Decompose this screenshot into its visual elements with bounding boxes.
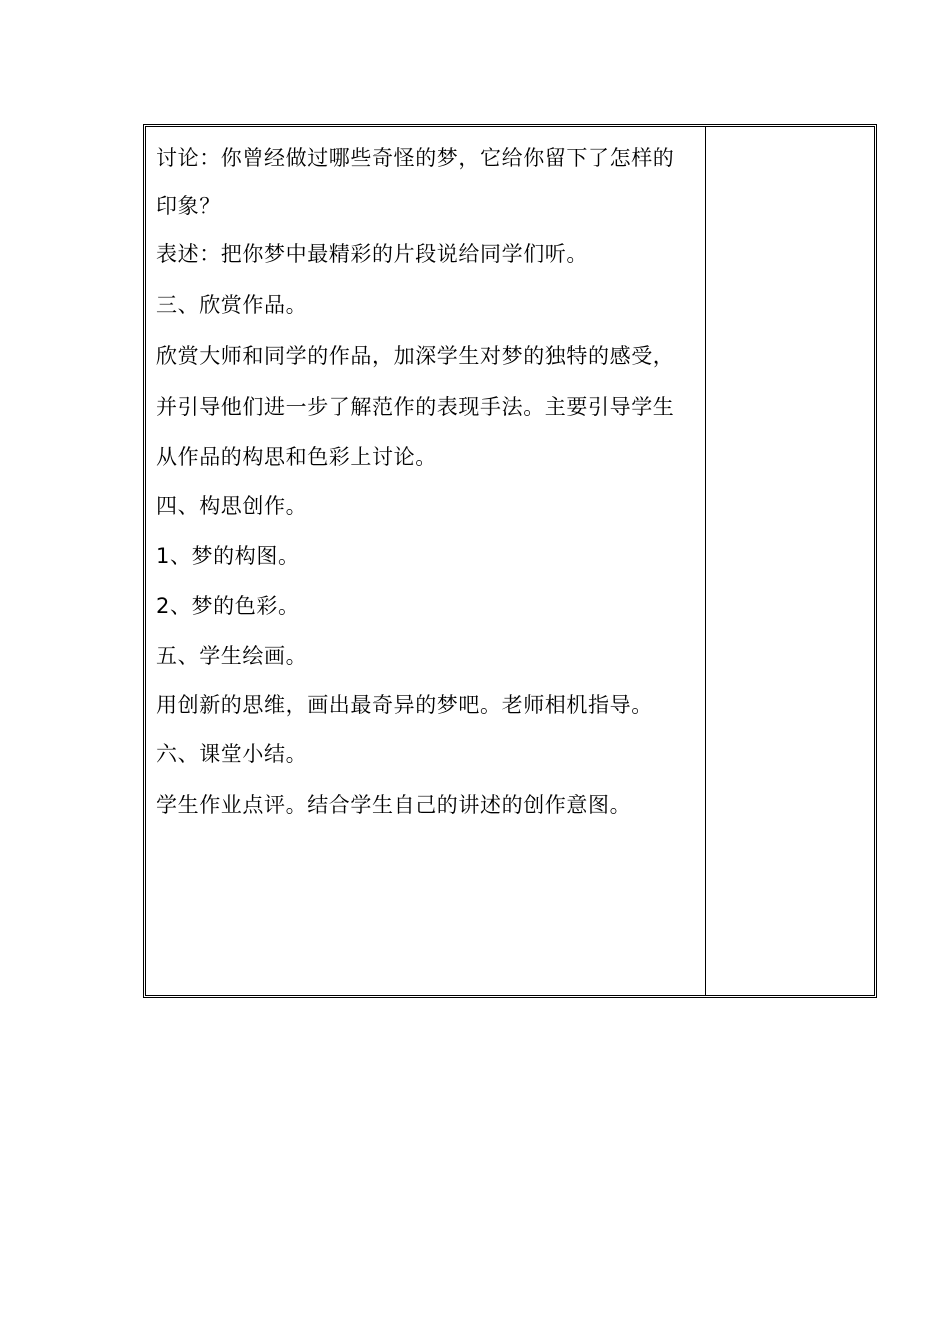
lesson-plan-table <box>143 124 877 998</box>
create-item-color: 2、梦的色彩。 <box>156 594 300 618</box>
summary-paragraph-line: 学生作业点评。结合学生自己的讲述的创作意图。 <box>156 793 632 817</box>
lesson-content-cell <box>146 127 706 995</box>
section-heading-appreciate: 三、欣赏作品。 <box>156 293 308 317</box>
appreciate-paragraph-line: 欣赏大师和同学的作品，加深学生对梦的独特的感受， <box>156 344 675 368</box>
appreciate-paragraph-line: 从作品的构思和色彩上讨论。 <box>156 445 437 469</box>
section-heading-summary: 六、课堂小结。 <box>156 742 308 766</box>
create-item-composition: 1、梦的构图。 <box>156 544 300 568</box>
section-heading-drawing: 五、学生绘画。 <box>156 644 308 668</box>
narration-line: 表述：把你梦中最精彩的片段说给同学们听。 <box>156 242 588 266</box>
discussion-line: 讨论：你曾经做过哪些奇怪的梦，它给你留下了怎样的 <box>156 146 675 170</box>
drawing-paragraph-line: 用创新的思维，画出最奇异的梦吧。老师相机指导。 <box>156 693 653 717</box>
section-heading-create: 四、构思创作。 <box>156 494 308 518</box>
appreciate-paragraph-line: 并引导他们进一步了解范作的表现手法。主要引导学生 <box>156 395 675 419</box>
discussion-line-continued: 印象？ <box>156 194 221 218</box>
notes-cell <box>706 127 874 995</box>
